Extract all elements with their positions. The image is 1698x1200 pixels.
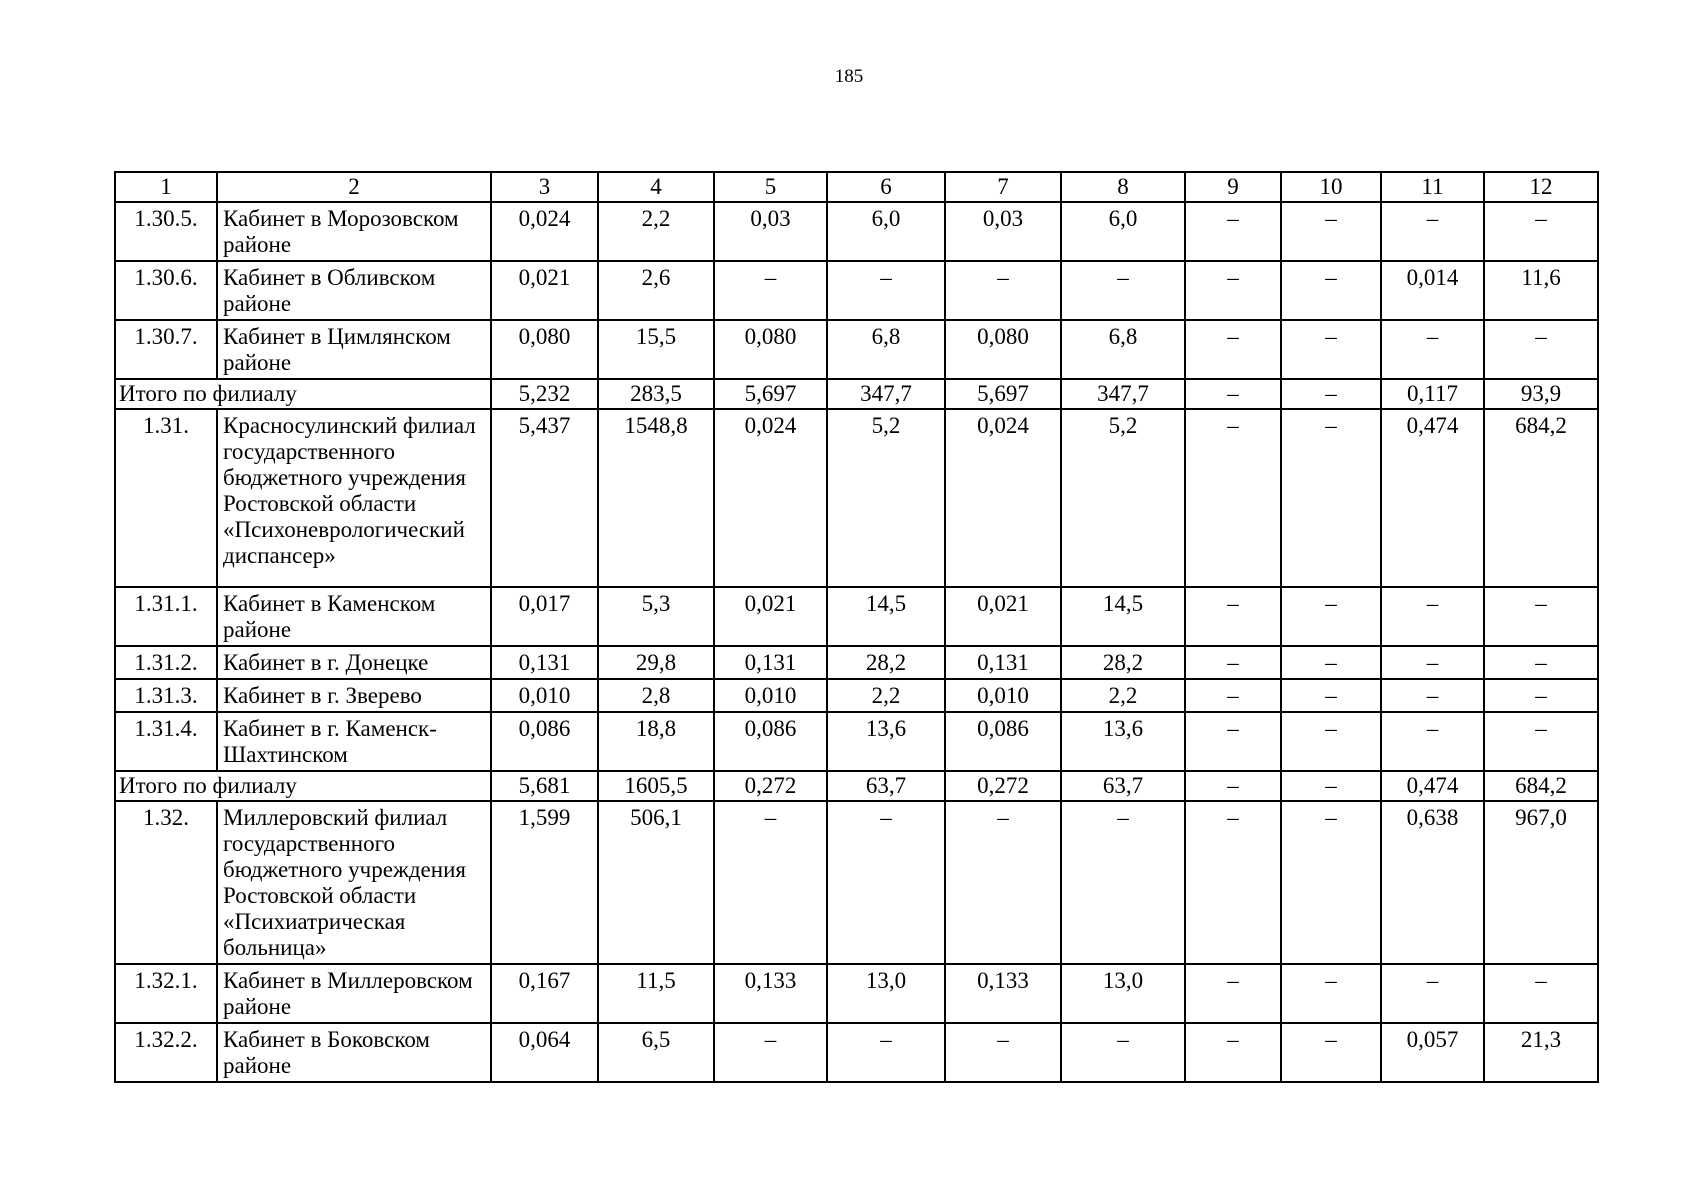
total-label: Итого по филиалу: [115, 379, 491, 409]
table-cell: 0,272: [945, 771, 1061, 801]
column-header: 2: [217, 172, 491, 202]
table-cell: –: [1484, 679, 1598, 712]
table-cell: 0,080: [714, 320, 827, 379]
table-row: [115, 409, 1598, 587]
table-cell: 0,086: [714, 712, 827, 771]
table-cell: 15,5: [598, 320, 714, 379]
table-cell: –: [1281, 964, 1381, 1023]
row-number: 1.30.5.: [115, 202, 217, 261]
table-cell: –: [1381, 320, 1484, 379]
table-cell: –: [1185, 964, 1281, 1023]
table-cell: 5,697: [714, 379, 827, 409]
data-table: [114, 171, 1599, 1083]
table-row: [115, 1023, 1598, 1082]
table-cell: 11,5: [598, 964, 714, 1023]
table-row: [115, 202, 1598, 261]
table-row: [115, 320, 1598, 379]
table-cell: 283,5: [598, 379, 714, 409]
table-cell: –: [1061, 1023, 1185, 1082]
row-name: Кабинет в г. Зверево: [217, 679, 491, 712]
table-cell: –: [945, 1023, 1061, 1082]
table-cell: 0,064: [491, 1023, 598, 1082]
table-cell: –: [1281, 712, 1381, 771]
table-cell: 0,474: [1381, 771, 1484, 801]
table-cell: –: [945, 261, 1061, 320]
table-row: [115, 801, 1598, 964]
table-cell: 5,437: [491, 409, 598, 587]
table-cell: 506,1: [598, 801, 714, 964]
table-row: [115, 712, 1598, 771]
table-cell: –: [1281, 679, 1381, 712]
table-cell: –: [1484, 320, 1598, 379]
table-cell: 5,3: [598, 587, 714, 646]
table-cell: –: [1381, 712, 1484, 771]
column-header: 5: [714, 172, 827, 202]
row-name: Красносулинский филиал государственного бюджетного учреждения Ростовской области «Психоневрологический диспансер»: [217, 409, 491, 587]
table-cell: –: [1185, 712, 1281, 771]
table-cell: 63,7: [1061, 771, 1185, 801]
page-number: 185: [834, 66, 864, 87]
table-cell: –: [714, 261, 827, 320]
row-name: Кабинет в г. Донецке: [217, 646, 491, 679]
table-cell: –: [1281, 379, 1381, 409]
column-header: 10: [1281, 172, 1381, 202]
row-name: Кабинет в Цимлянском районе: [217, 320, 491, 379]
row-number: 1.32.: [115, 801, 217, 964]
table-cell: –: [1281, 771, 1381, 801]
table-cell: –: [1381, 646, 1484, 679]
table-cell: –: [1185, 202, 1281, 261]
column-header: 8: [1061, 172, 1185, 202]
table-cell: –: [827, 261, 945, 320]
table-cell: 0,272: [714, 771, 827, 801]
column-header: 3: [491, 172, 598, 202]
row-number: 1.31.1.: [115, 587, 217, 646]
table-row: [115, 587, 1598, 646]
table-cell: –: [1281, 646, 1381, 679]
table-cell: 14,5: [1061, 587, 1185, 646]
table-cell: –: [1381, 679, 1484, 712]
table-cell: 347,7: [1061, 379, 1185, 409]
table-cell: –: [1185, 771, 1281, 801]
column-header: 7: [945, 172, 1061, 202]
table-cell: 6,8: [827, 320, 945, 379]
table-cell: 0,117: [1381, 379, 1484, 409]
table-cell: 0,03: [714, 202, 827, 261]
table-cell: –: [1281, 801, 1381, 964]
row-name: Кабинет в Боковском районе: [217, 1023, 491, 1082]
column-header: 9: [1185, 172, 1281, 202]
row-number: 1.32.2.: [115, 1023, 217, 1082]
table-cell: 0,086: [945, 712, 1061, 771]
table-total-row: [115, 771, 1598, 801]
table-cell: 347,7: [827, 379, 945, 409]
table-cell: –: [1185, 801, 1281, 964]
table-cell: 18,8: [598, 712, 714, 771]
table-cell: 0,024: [714, 409, 827, 587]
table-cell: 0,086: [491, 712, 598, 771]
table-cell: –: [1281, 1023, 1381, 1082]
row-number: 1.31.2.: [115, 646, 217, 679]
table-cell: –: [1281, 261, 1381, 320]
table-cell: –: [1185, 587, 1281, 646]
table-cell: –: [1185, 646, 1281, 679]
table-cell: 13,6: [1061, 712, 1185, 771]
table-cell: –: [1484, 712, 1598, 771]
table-cell: –: [1185, 320, 1281, 379]
table-cell: 5,2: [1061, 409, 1185, 587]
table-cell: 0,021: [491, 261, 598, 320]
total-label: Итого по филиалу: [115, 771, 491, 801]
column-header: 11: [1381, 172, 1484, 202]
row-name: Кабинет в Каменском районе: [217, 587, 491, 646]
table-cell: 0,638: [1381, 801, 1484, 964]
table-cell: 5,681: [491, 771, 598, 801]
table-cell: 0,133: [945, 964, 1061, 1023]
table-header-row: [115, 172, 1598, 202]
table-cell: 0,010: [491, 679, 598, 712]
table-cell: –: [1381, 587, 1484, 646]
row-name: Кабинет в г. Каменск-Шахтинском: [217, 712, 491, 771]
table-cell: 0,131: [491, 646, 598, 679]
table-cell: 0,131: [714, 646, 827, 679]
table-cell: 0,080: [491, 320, 598, 379]
table-cell: 5,232: [491, 379, 598, 409]
table-cell: 29,8: [598, 646, 714, 679]
table-cell: 684,2: [1484, 409, 1598, 587]
row-number: 1.31.3.: [115, 679, 217, 712]
table-row: [115, 646, 1598, 679]
table-cell: 0,03: [945, 202, 1061, 261]
table-cell: –: [1484, 202, 1598, 261]
table-cell: 0,133: [714, 964, 827, 1023]
table-cell: –: [1381, 964, 1484, 1023]
table-cell: 0,474: [1381, 409, 1484, 587]
table-cell: 11,6: [1484, 261, 1598, 320]
table-cell: –: [1484, 646, 1598, 679]
table-cell: 63,7: [827, 771, 945, 801]
table-cell: 28,2: [1061, 646, 1185, 679]
table-row: [115, 261, 1598, 320]
row-number: 1.31.: [115, 409, 217, 587]
table-cell: –: [714, 801, 827, 964]
table-cell: –: [1281, 409, 1381, 587]
table-row: [115, 679, 1598, 712]
table-cell: 0,024: [945, 409, 1061, 587]
table-cell: 6,8: [1061, 320, 1185, 379]
table-cell: 2,6: [598, 261, 714, 320]
table-cell: –: [714, 1023, 827, 1082]
table-cell: 6,0: [827, 202, 945, 261]
table-cell: 0,057: [1381, 1023, 1484, 1082]
table-cell: 684,2: [1484, 771, 1598, 801]
table-cell: –: [1281, 202, 1381, 261]
table-cell: 2,2: [598, 202, 714, 261]
table-cell: 6,0: [1061, 202, 1185, 261]
table-cell: 13,6: [827, 712, 945, 771]
column-header: 1: [115, 172, 217, 202]
table-cell: 0,024: [491, 202, 598, 261]
table-cell: –: [1185, 379, 1281, 409]
column-header: 4: [598, 172, 714, 202]
table-cell: 0,010: [714, 679, 827, 712]
table-cell: 0,014: [1381, 261, 1484, 320]
table-cell: 6,5: [598, 1023, 714, 1082]
table-cell: –: [1185, 679, 1281, 712]
row-name: Кабинет в Морозовском районе: [217, 202, 491, 261]
table-cell: 1605,5: [598, 771, 714, 801]
row-name: Миллеровский филиал государственного бюджетного учреждения Ростовской области «Психиатрическая больница»: [217, 801, 491, 964]
table-cell: –: [1281, 320, 1381, 379]
row-name: Кабинет в Миллеровском районе: [217, 964, 491, 1023]
column-header: 12: [1484, 172, 1598, 202]
table-cell: 2,2: [1061, 679, 1185, 712]
table-cell: 1,599: [491, 801, 598, 964]
table-cell: –: [1484, 964, 1598, 1023]
table-cell: –: [945, 801, 1061, 964]
table-cell: 0,167: [491, 964, 598, 1023]
table-cell: –: [1061, 261, 1185, 320]
table-cell: –: [1281, 587, 1381, 646]
table-cell: –: [827, 1023, 945, 1082]
table-cell: 5,697: [945, 379, 1061, 409]
row-number: 1.31.4.: [115, 712, 217, 771]
table-cell: 0,017: [491, 587, 598, 646]
table-cell: –: [1484, 587, 1598, 646]
table-cell: 13,0: [1061, 964, 1185, 1023]
table-cell: –: [1185, 261, 1281, 320]
table-cell: –: [1061, 801, 1185, 964]
table-cell: 2,2: [827, 679, 945, 712]
table-total-row: [115, 379, 1598, 409]
table-cell: –: [827, 801, 945, 964]
table-cell: 5,2: [827, 409, 945, 587]
table-body: [115, 172, 1598, 1082]
table-cell: 14,5: [827, 587, 945, 646]
table-cell: 13,0: [827, 964, 945, 1023]
table-cell: 93,9: [1484, 379, 1598, 409]
table-cell: –: [1185, 1023, 1281, 1082]
table-cell: 21,3: [1484, 1023, 1598, 1082]
table-cell: 28,2: [827, 646, 945, 679]
table-cell: 967,0: [1484, 801, 1598, 964]
row-number: 1.30.7.: [115, 320, 217, 379]
table-cell: 0,010: [945, 679, 1061, 712]
table-cell: –: [1185, 409, 1281, 587]
row-number: 1.30.6.: [115, 261, 217, 320]
table-cell: 0,021: [714, 587, 827, 646]
row-number: 1.32.1.: [115, 964, 217, 1023]
table-cell: 0,080: [945, 320, 1061, 379]
table-cell: 0,131: [945, 646, 1061, 679]
table-row: [115, 964, 1598, 1023]
table-cell: 1548,8: [598, 409, 714, 587]
table-cell: 2,8: [598, 679, 714, 712]
column-header: 6: [827, 172, 945, 202]
table-cell: –: [1381, 202, 1484, 261]
table-cell: 0,021: [945, 587, 1061, 646]
row-name: Кабинет в Обливском районе: [217, 261, 491, 320]
